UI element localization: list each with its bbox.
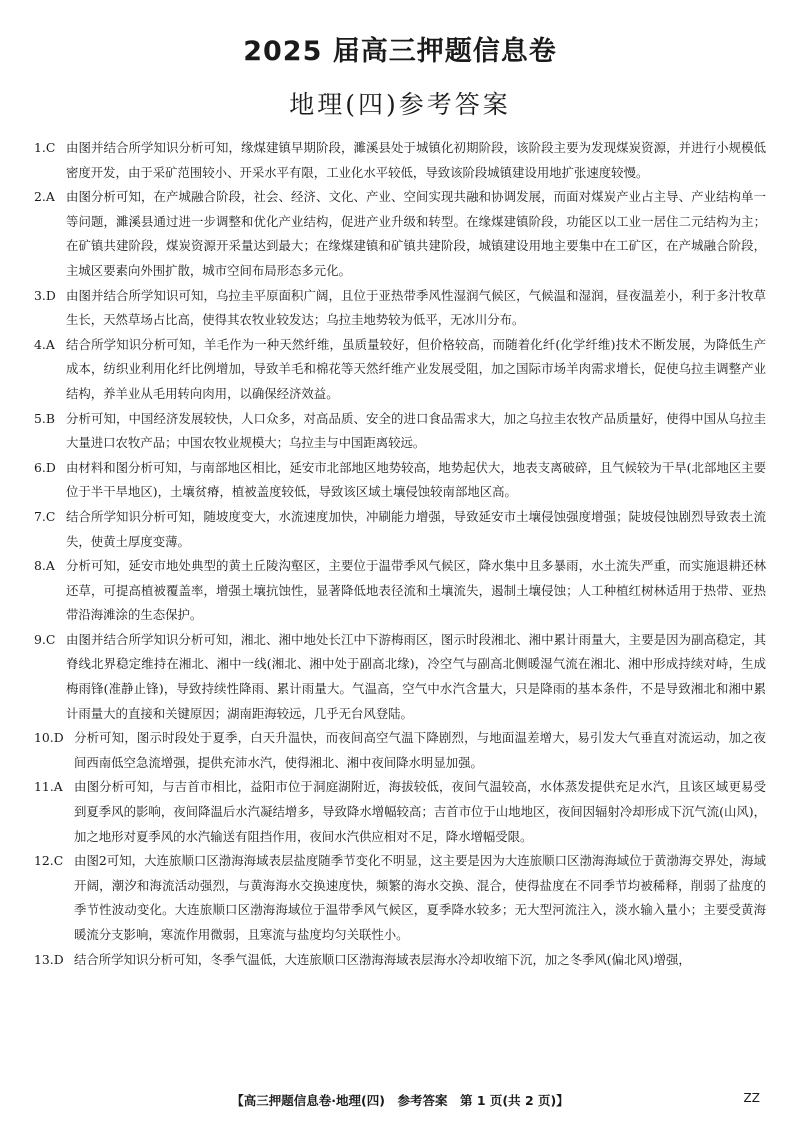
answer-number: 5.B bbox=[34, 410, 55, 426]
answer-explanation: 由图2可知，大连旅顺口区渤海海域表层盐度随季节变化不明显，这主要是因为大连旅顺口区渤海海域位于黄渤海交界处，海域开阔，潮汐和海流活动强烈，与黄海海水交换速度快，频繁的海水交换、混合，使得盐度在不同季节均被稀释，削弱了盐度的季节性波动变化。大连旅顺口区渤海海域位于温带季风气候区，夏季降水较多；无大型河流注入，淡水输入量小；主要受黄海暖流分支影响，寒流作用微弱，且寒流与盐度均匀关联性小。 bbox=[74, 853, 766, 942]
answer-explanation: 分析可知，图示时段处于夏季，白天升温快，而夜间高空气温下降剧烈，与地面温差增大，易引发大气垂直对流运动，加之夜间西南低空急流增强，提供充沛水汽，使得湘北、湘中夜间降水明显加强。 bbox=[74, 730, 766, 770]
answer-explanation: 由图并结合所学知识可知，乌拉圭平原面积广阔，且位于亚热带季风性湿润气候区，气候温和湿润，昼夜温差小，利于多汁牧草生长，天然草场占比高，使得其农牧业较发达；乌拉圭地势较为低平，无冰川分布。 bbox=[66, 287, 766, 328]
answer-number: 2.A bbox=[34, 189, 55, 205]
answer-explanation: 结合所学知识分析可知，随坡度变大，水流速度加快，冲刷能力增强，导致延安市土壤侵蚀强度增强；陡坡侵蚀剧烈导致表土流失，使黄土厚度变薄。 bbox=[66, 508, 766, 549]
answer-item bbox=[34, 456, 766, 505]
answer-explanation: 结合所学知识分析可知，冬季气温低，大连旅顺口区渤海海域表层海水冷却收缩下沉，加之冬季风(偏北风)增强， bbox=[74, 951, 691, 967]
answer-item bbox=[34, 333, 766, 407]
answer-item bbox=[34, 775, 766, 849]
answer-explanation: 分析可知，中国经济发展较快，人口众多，对高品质、安全的进口食品需求大，加之乌拉圭农牧产品质量好，使得中国从乌拉圭大量进口农牧产品；中国农牧业规模大；乌拉圭与中国距离较远。 bbox=[66, 410, 766, 451]
page-subtitle: 地理(四)参考答案 bbox=[289, 90, 511, 119]
answer-number: 3.D bbox=[34, 287, 56, 303]
answer-explanation: 由图分析可知，与吉首市相比，益阳市位于洞庭湖附近，海拔较低，夜间气温较高，水体蒸发提供充足水汽，且该区域更易受到夏季风的影响，夜间降温后水汽凝结增多，导致降水增幅较高；吉首市位于山地地区，夜间因辐射冷却形成下沉气流(山风)，加之地形对夏季风的水汽输送有阻挡作用，夜间水汽供应相对不足，降水增幅受限。 bbox=[74, 779, 766, 844]
answer-item bbox=[34, 407, 766, 456]
page-title: 2025 届高三押题信息卷 bbox=[243, 36, 557, 67]
answer-explanation: 由图并结合所学知识分析可知，湘北、湘中地处长江中下游梅雨区，图示时段湘北、湘中累计雨量大，主要是因为副高稳定，其脊线北界稳定维持在湘北、湘中一线(湘北、湘中处于副高北缘)，冷空气与副高北侧暖湿气流在湘北、湘中形成持续对峙，生成梅雨锋(准静止锋)，导致持续性降雨、累计雨量大。气温高，空气中水汽含量大，只是降雨的基本条件，不是导致湘北和湘中累计雨量大的直接和关键原因；湖南距海较远，几乎无台风登陆。 bbox=[66, 631, 766, 721]
answer-number: 9.C bbox=[34, 631, 56, 647]
answer-number: 7.C bbox=[34, 508, 56, 524]
answer-number: 11.A bbox=[34, 779, 63, 795]
answer-explanation: 由图分析可知，在产城融合阶段，社会、经济、文化、产业、空间实现共融和协调发展，而面对煤炭产业占主导、产业结构单一等问题，濉溪县通过进一步调整和优化产业结构，促进产业升级和转型。在缘煤建镇阶段，功能区以工业一居住二元结构为主；在矿镇共建阶段，煤炭资源开采量达到最大；在缘煤建镇和矿镇共建阶段，城镇建设用地主要集中在工矿区，在产城融合阶段，主城区要素向外围扩散，城市空间布局形态多元化。 bbox=[66, 189, 766, 278]
answer-item bbox=[34, 628, 766, 726]
answer-item bbox=[34, 849, 766, 947]
answer-explanation: 结合所学知识分析可知，羊毛作为一种天然纤维，虽质量较好，但价格较高，而随着化纤(化学纤维)技术不断发展，为降低生产成本，纺织业利用化纤比例增加，导致羊毛和棉花等天然纤维产业发展受阻，加之国际市场羊肉需求增长，促使乌拉圭调整产业结构，养羊业从毛用转向肉用，以确保经济效益。 bbox=[66, 336, 766, 401]
answer-explanation: 由材料和图分析可知，与南部地区相比，延安市北部地区地势较高，地势起伏大，地表支离破碎，且气候较为干旱(北部地区主要位于半干旱地区)，土壤贫瘠，植被盖度较低，导致该区域土壤侵蚀较南部地区高。 bbox=[66, 459, 766, 500]
answer-number: 13.D bbox=[34, 951, 64, 967]
answer-list bbox=[34, 136, 766, 972]
answer-number: 6.D bbox=[34, 459, 56, 475]
answer-item bbox=[34, 948, 766, 973]
answer-item bbox=[34, 136, 766, 185]
answer-number: 1.C bbox=[34, 140, 56, 155]
answer-explanation: 分析可知，延安市地处典型的黄土丘陵沟壑区，主要位于温带季风气候区，降水集中且多暴雨，水土流失严重，而实施退耕还林还草，可提高植被覆盖率，增强土壤抗蚀性，显著降低地表径流和土壤流失，遏制土壤侵蚀；人工种植红树林适用于热带、亚热带沿海滩涂的生态保护。 bbox=[66, 558, 766, 623]
footer-code: ZZ bbox=[743, 1091, 760, 1105]
page-footer: 【高三押题信息卷·地理(四) 参考答案 第 1 页(共 2 页)】 bbox=[231, 1093, 569, 1108]
answer-explanation: 由图并结合所学知识分析可知，缘煤建镇早期阶段，濉溪县处于城镇化初期阶段，该阶段主要为发现煤炭资源，并进行小规模低密度开发，由于采矿范围较小、开采水平有限，工业化水平较低，导致该阶段城镇建设用地扩张速度较慢。 bbox=[66, 140, 766, 180]
answer-item bbox=[34, 505, 766, 554]
answer-item bbox=[34, 284, 766, 333]
answer-item bbox=[34, 185, 766, 283]
answer-item bbox=[34, 554, 766, 628]
answer-item bbox=[34, 726, 766, 775]
answer-number: 8.A bbox=[34, 558, 55, 574]
answer-number: 10.D bbox=[34, 730, 64, 746]
answer-number: 4.A bbox=[34, 336, 55, 352]
answer-number: 12.C bbox=[34, 853, 64, 869]
